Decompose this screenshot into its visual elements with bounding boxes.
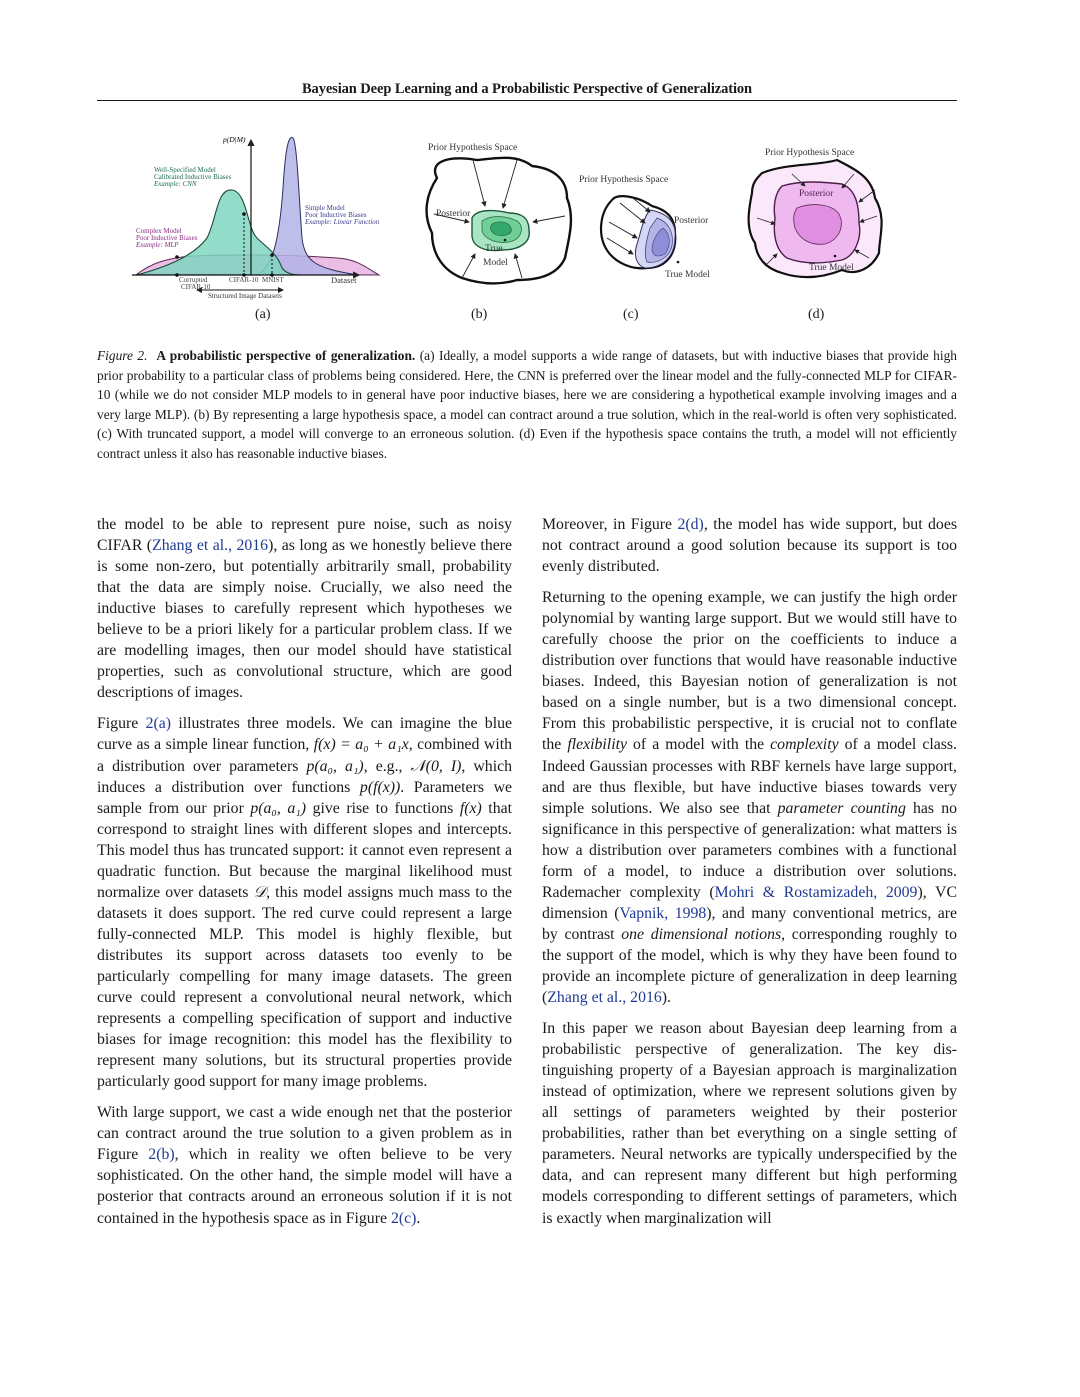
text: that correspond to straight lines with different slopes and intercepts. This model thus has truncated support: it cannot even represent a quadratic function. But because the marginal likelihood must normalize over datasets (97, 799, 512, 901)
panel-c-title: Prior Hypothesis Space (579, 175, 669, 185)
panel-c-diagram (601, 196, 679, 268)
math: p(f(x)) (359, 778, 401, 796)
figure-ref-link[interactable]: 2(a) (145, 715, 172, 733)
text: In this paper we reason about Bayesian deep learning from a probabilistic perspective of generalization. The key distinguishing property of a Bayesian approach is marginalization instead of optimization, where we represent solutions given by all settings of parameters weighted by their posterior probabilities, rather than bet everything on a single setting of parameters. Neural networks are typically underspecified by the data, and can represent many different but high performing models corresponding to different settings of parameters, which is exactly when marginalization will (542, 1020, 957, 1227)
math: p(a₀, a₁) (306, 757, 364, 775)
text: , which in reality we often believe to be very sophisticated. On the other hand, the simple model will have a posterior that contracts around an erroneous solution if it is not contained in the hypothesis space as in Figure (97, 1146, 512, 1227)
figure-2 (97, 118, 957, 333)
panel-b-true-model-label: True (485, 244, 503, 254)
tick-mnist: MNIST (262, 276, 284, 284)
subcaption-a: (a) (255, 307, 271, 322)
text: give rise to functions (306, 799, 460, 817)
text: of a model class. Indeed Gaussian processes with RBF kernels have large support, and are thus flexible, but have inductive biases towards very simple solutions. We also see that (542, 736, 958, 817)
linear-label: Poor Inductive Biases (305, 211, 367, 219)
text: has no significance in this perspective of generalization: what matters is how a distribution over parameters combines with a functional form of a model, to induce a distribution over solutions. Rademacher complexity ( (542, 799, 957, 901)
text: ). (661, 989, 671, 1007)
cnn-label: Calibrated Inductive Biases (154, 173, 232, 181)
paragraph (542, 587, 957, 1008)
math: p(a₀, a₁) (250, 799, 307, 817)
text: , e.g., (363, 757, 411, 775)
text: , corresponding roughly to the support of the model, which is why they have been found to provide an incomplete picture of generalization in deep learning ( (542, 925, 957, 1007)
x-axis-label: Dataset (331, 275, 357, 285)
math: 𝒟 (253, 883, 267, 901)
emphasis: one dimensional notions (621, 925, 782, 943)
panel-b-posterior-label: Posterior (436, 209, 471, 219)
emphasis: parameter counting (777, 799, 906, 817)
emphasis: complexity (770, 736, 839, 754)
text: Returning to the opening example, we can justify the high order polynomial by wanting large support. But we would still have to carefully choose the prior on the coefficients to induce a distribution over functions that would have reasonable inductive biases. Indeed, this Bayesian notion of generalization is not based on a single number, but is a two dimensional concept. From this probabilistic perspective, it is crucial not to conflate the (542, 589, 957, 754)
text: , this model assigns much mass to the datasets it does support. The red curve could represent a large fully-connected MLP. This model is highly flexible, but distributes its support across datasets too evenly to be particularly compelling for many image datasets. The green curve could represent a convolutional neural network, which represents a compelling specification of support and inductive biases for image recognition: this model has the flexibility to represent many solutions, but its structural properties provide particularly good support for many image problems. (97, 883, 512, 1091)
cnn-label: Example: CNN (154, 180, 197, 188)
citation-link[interactable]: Vapnik, 1998 (619, 904, 707, 922)
paragraph (97, 713, 512, 1092)
tick-cifar10: CIFAR-10 (229, 276, 259, 284)
paragraph (97, 1102, 512, 1228)
paragraph (97, 514, 512, 703)
text: , combined with a distribution over parameters (97, 736, 512, 775)
text: . (416, 1209, 421, 1227)
tick-corrupted: Corrupted (179, 276, 208, 284)
text: ), VC dimension ( (542, 883, 957, 922)
text: , which induces a distribution over functions (97, 757, 512, 796)
citation-link[interactable]: Mohri & Rostamizadeh, 2009 (714, 883, 918, 901)
text: the model to be able to represent pure noise, such as noisy CIFAR ( (97, 516, 512, 555)
math: f(x) = a₀ + a₁x (313, 736, 409, 754)
text: illustrates three models. We can imagine the blue curve as a simple linear function, (97, 715, 512, 754)
text: of a model with the (626, 736, 771, 754)
structured-datasets-label: Structured Image Datasets (208, 292, 282, 300)
math: 𝒩(0, I) (410, 757, 462, 775)
left-column (97, 514, 512, 1239)
math: f(x) (459, 799, 482, 817)
right-column (542, 514, 957, 1239)
mlp-label: Poor Inductive Biases (136, 234, 198, 242)
text: . Parameters we sample from our prior (97, 778, 512, 817)
text: Figure (97, 715, 146, 733)
text: , the model has wide support, but does not contract around a good solution because its support is too evenly distributed. (542, 516, 957, 576)
emphasis: flexibility (567, 736, 627, 754)
figure-ref-link[interactable]: 2(b) (148, 1146, 175, 1164)
panel-d-true-model-label: True Model (809, 263, 854, 273)
y-axis-label: p(D|M) (223, 135, 246, 144)
caption-body: (a) Ideally, a model supports a wide range of datasets, but with inductive biases that provide high prior probability to a particular class of problems being considered. Here, the CNN is preferred over the linear model and the fully-connected MLP for CIFAR-10 (while we do not consider MLP models to in general have poor inductive biases, here we are considering a hypothetical example involving images and a very large MLP). (b) By representing a large hypothesis space, a model can contract around a true solution, which in the real-world is often very sophisticated. (c) With truncated support, a model will converge to an erroneous solution. (d) Even if the hypothesis space contains the truth, a model will not efficiently contract unless it also has reasonable inductive biases. (97, 348, 957, 461)
mlp-label: Complex Model (136, 227, 182, 235)
panel-b-true-model-label: Model (483, 258, 508, 268)
header-rule (97, 100, 957, 101)
figure-2-graphics (97, 118, 957, 333)
panel-c-posterior-label: Posterior (674, 216, 709, 226)
caption-label: Figure 2. (97, 348, 148, 363)
panel-d-posterior-label: Posterior (799, 189, 834, 199)
panel-d-title: Prior Hypothesis Space (765, 148, 855, 158)
figure-caption (97, 346, 957, 463)
panel-b-title: Prior Hypothesis Space (428, 143, 518, 153)
figure-ref-link[interactable]: 2(c) (390, 1209, 417, 1227)
subcaption-b: (b) (471, 307, 488, 322)
subcaption-c: (c) (623, 307, 639, 322)
paragraph (542, 1018, 957, 1228)
paragraph (542, 514, 957, 577)
linear-label: Example: Linear Function (305, 218, 380, 226)
text: ), and many conventional metrics, are by contrast (542, 904, 957, 943)
citation-link[interactable]: Zhang et al., 2016 (547, 989, 662, 1007)
linear-label: Simple Model (305, 204, 345, 212)
mlp-label: Example: MLP (136, 241, 179, 249)
text: With large support, we cast a wide enough net that the posterior can contract around the true solution to a given problem as in Figure (97, 1104, 512, 1164)
cnn-label: Well-Specified Model (154, 166, 216, 174)
text: Moreover, in Figure (542, 516, 678, 533)
text: ), as long as we honestly believe there is some non-zero, but potentially arbitrarily small, probability that the data are simply noise. Crucially, we also need the inductive biases to carefully represent which hypotheses we believe to be a priori likely for a particular problem class. If we are modelling images, then our model should have statistical properties, such as convolutional structure, which are good descriptions of images. (97, 537, 512, 702)
figure-ref-link[interactable]: 2(d) (677, 516, 704, 533)
citation-link[interactable]: Zhang et al., 2016 (152, 537, 269, 555)
caption-title: A probabilistic perspective of generalization. (156, 348, 416, 363)
panel-d-diagram (749, 160, 882, 277)
tick-corrupted: CIFAR-10 (181, 283, 211, 291)
subcaption-d: (d) (808, 307, 825, 322)
running-title: Bayesian Deep Learning and a Probabilistic Perspective of Generalization (301, 81, 753, 97)
panel-c-true-model-label: True Model (665, 270, 710, 280)
